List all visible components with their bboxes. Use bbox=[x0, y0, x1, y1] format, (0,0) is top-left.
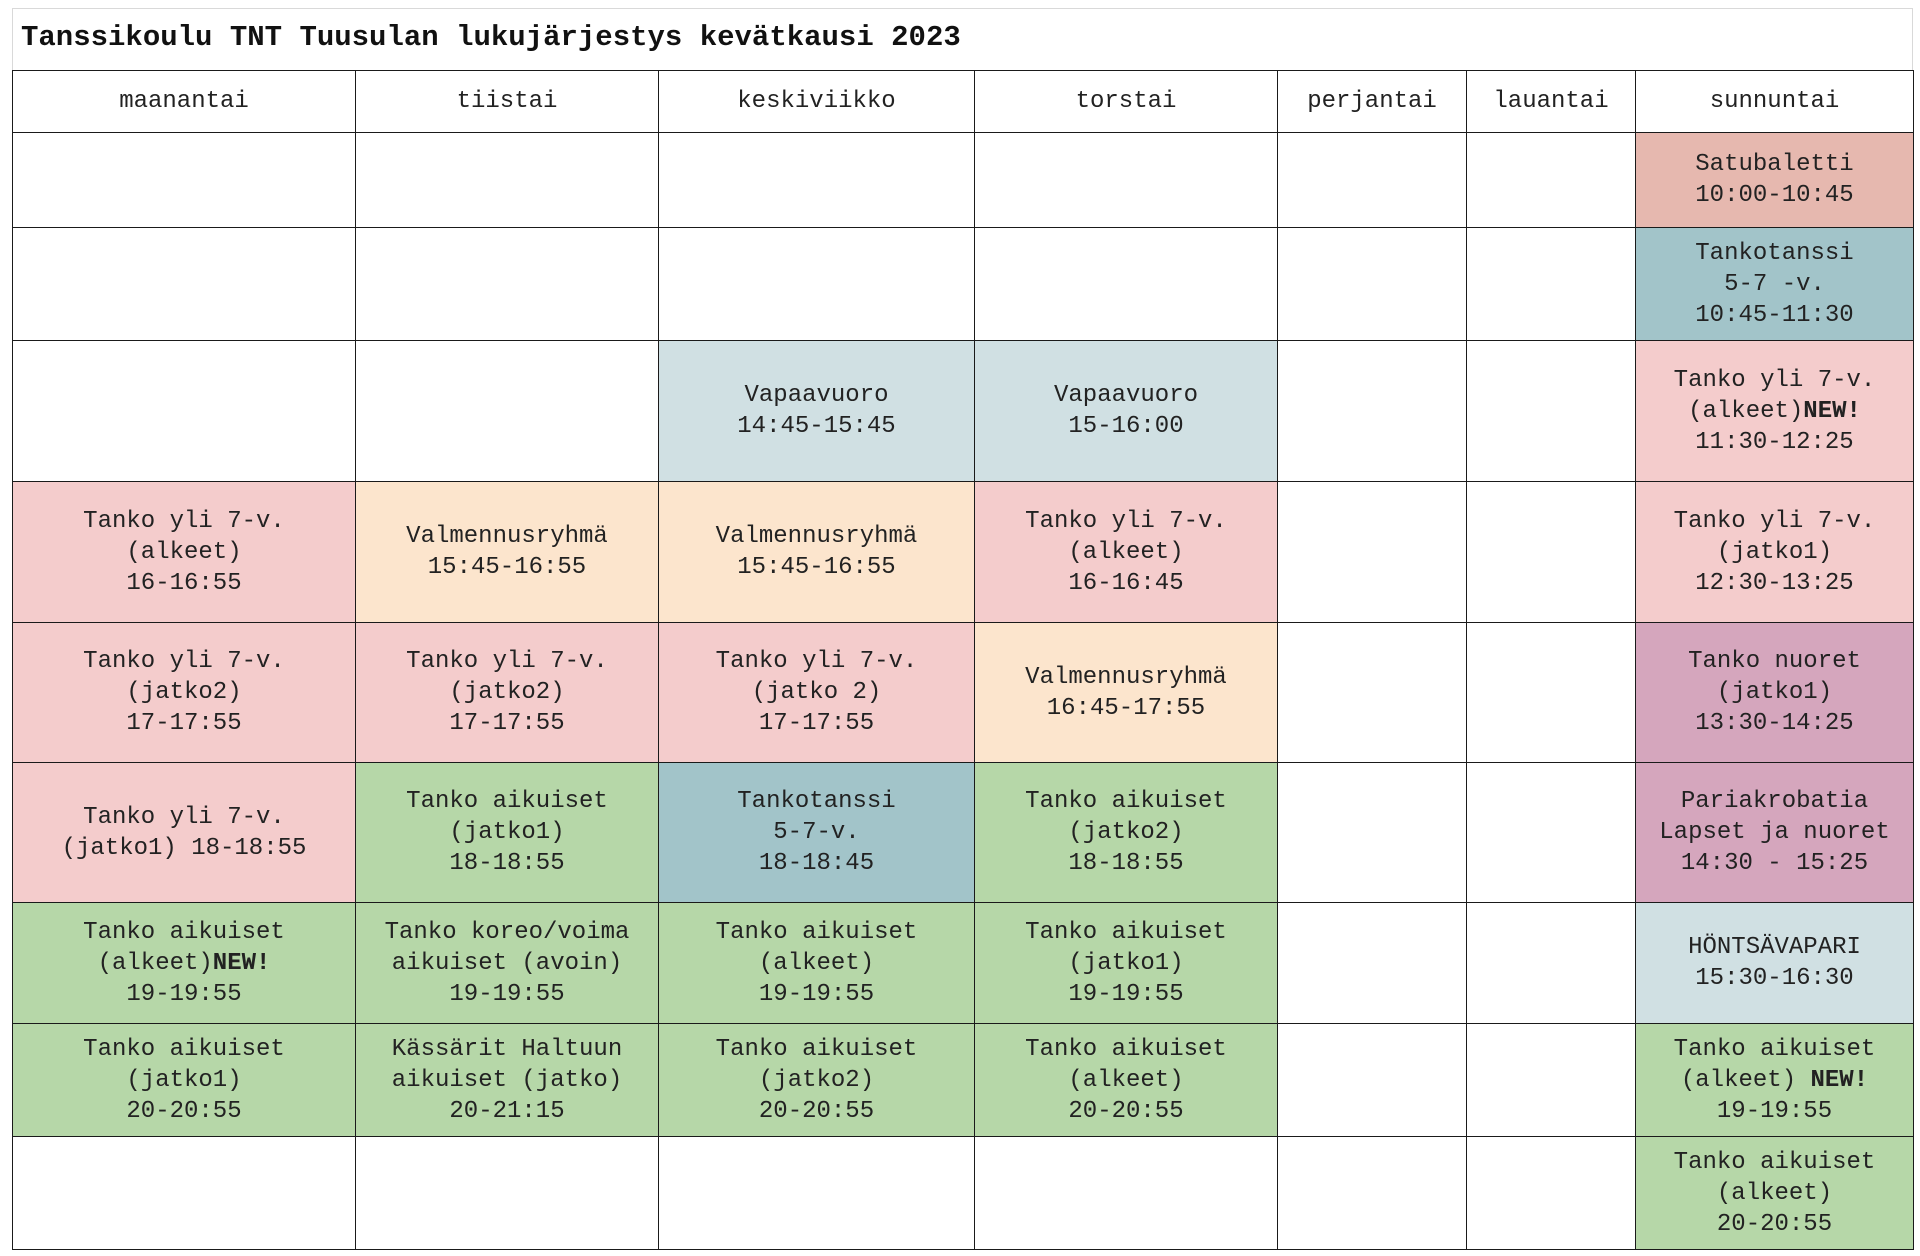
class-text: aikuiset (avoin) bbox=[391, 949, 623, 977]
empty-cell-maanantai bbox=[13, 228, 356, 341]
empty-cell-perjantai bbox=[1278, 228, 1467, 341]
class-text: Tanko aikuiset bbox=[83, 1035, 285, 1063]
class-text: Vapaavuoro bbox=[744, 382, 889, 409]
class-text: 13:30-14:25 bbox=[1695, 710, 1854, 737]
class-cell-torstai bbox=[975, 763, 1278, 903]
class-text: (jatko1) bbox=[126, 1066, 242, 1094]
schedule-row bbox=[13, 341, 1914, 482]
class-cell-tiistai bbox=[356, 903, 659, 1024]
schedule-row bbox=[13, 903, 1914, 1024]
class-text: Tanko aikuiset bbox=[1025, 788, 1227, 815]
class-line bbox=[663, 411, 970, 442]
class-line bbox=[979, 380, 1273, 411]
schedule-table bbox=[12, 70, 1914, 1250]
class-text: Kässärit Haltuun bbox=[391, 1035, 623, 1063]
class-cell-maanantai bbox=[13, 1024, 356, 1137]
class-text: Tankotanssi bbox=[737, 788, 896, 815]
class-text: 19-19:55 bbox=[758, 980, 875, 1008]
class-text: Tanko yli 7-v. bbox=[1673, 366, 1876, 394]
day-header-perjantai: perjantai bbox=[1278, 71, 1467, 133]
class-line bbox=[1640, 646, 1909, 677]
class-text: aikuiset (jatko) bbox=[391, 1066, 623, 1094]
class-line bbox=[663, 677, 970, 708]
class-line bbox=[663, 1096, 970, 1127]
class-line bbox=[663, 979, 970, 1010]
class-text: Tanko aikuiset bbox=[715, 1035, 918, 1063]
class-cell-maanantai bbox=[13, 903, 356, 1024]
class-text: Tanko koreo/voima bbox=[384, 918, 630, 946]
empty-cell-tiistai bbox=[356, 341, 659, 482]
class-line bbox=[1640, 180, 1909, 211]
class-cell-tiistai bbox=[356, 623, 659, 763]
empty-cell-keskiviikko bbox=[659, 133, 975, 228]
class-line bbox=[360, 917, 654, 948]
class-line bbox=[1640, 537, 1909, 568]
empty-cell-torstai bbox=[975, 1137, 1278, 1250]
class-line bbox=[360, 948, 654, 979]
class-line bbox=[360, 521, 654, 552]
class-text: 18-18:55 bbox=[449, 850, 565, 877]
day-header-lauantai: lauantai bbox=[1467, 71, 1636, 133]
empty-cell-perjantai bbox=[1278, 341, 1467, 482]
empty-cell-perjantai bbox=[1278, 1137, 1467, 1250]
empty-cell-perjantai bbox=[1278, 903, 1467, 1024]
schedule-row bbox=[13, 133, 1914, 228]
class-text: (jatko1) bbox=[1068, 949, 1184, 977]
day-header-maanantai: maanantai bbox=[13, 71, 356, 133]
class-line bbox=[1640, 427, 1909, 458]
class-line bbox=[17, 948, 351, 979]
class-text: 18-18:45 bbox=[758, 850, 875, 877]
class-line bbox=[979, 1065, 1273, 1096]
empty-cell-lauantai bbox=[1467, 341, 1636, 482]
class-line bbox=[979, 786, 1273, 817]
empty-cell-tiistai bbox=[356, 1137, 659, 1250]
class-text: 19-19:55 bbox=[1716, 1097, 1833, 1125]
class-text: 17-17:55 bbox=[449, 710, 565, 737]
class-text: (jatko2) bbox=[758, 1066, 875, 1094]
class-line bbox=[663, 917, 970, 948]
class-line bbox=[1640, 817, 1909, 848]
class-text: 16-16:55 bbox=[126, 569, 242, 597]
schedule-row bbox=[13, 763, 1914, 903]
schedule-row bbox=[13, 1137, 1914, 1250]
class-line bbox=[1640, 848, 1909, 879]
class-text: 17-17:55 bbox=[126, 710, 242, 737]
class-text: (jatko1) bbox=[449, 819, 565, 846]
class-line bbox=[1640, 568, 1909, 599]
class-cell-sunnuntai bbox=[1636, 341, 1914, 482]
class-line bbox=[663, 646, 970, 677]
class-line bbox=[1640, 1034, 1909, 1065]
class-line bbox=[1640, 1209, 1909, 1240]
class-cell-sunnuntai bbox=[1636, 1137, 1914, 1250]
class-line bbox=[1640, 1147, 1909, 1178]
class-text: 19-19:55 bbox=[1068, 980, 1184, 1008]
class-line bbox=[360, 646, 654, 677]
class-text: 20-21:15 bbox=[449, 1097, 565, 1125]
class-line bbox=[979, 917, 1273, 948]
empty-cell-maanantai bbox=[13, 1137, 356, 1250]
class-line bbox=[979, 662, 1273, 693]
class-line bbox=[1640, 1096, 1909, 1127]
class-line bbox=[663, 708, 970, 739]
class-text: Tanko aikuiset bbox=[1673, 1035, 1876, 1063]
class-cell-maanantai bbox=[13, 482, 356, 623]
class-text: Tanko yli 7-v. bbox=[83, 507, 285, 535]
class-text: 20-20:55 bbox=[1068, 1097, 1184, 1125]
empty-cell-perjantai bbox=[1278, 623, 1467, 763]
class-line bbox=[360, 817, 654, 848]
class-line bbox=[1640, 396, 1909, 427]
class-line bbox=[1640, 708, 1909, 739]
class-text: 11:30-12:25 bbox=[1695, 428, 1854, 456]
class-cell-tiistai bbox=[356, 1024, 659, 1137]
empty-cell-perjantai bbox=[1278, 482, 1467, 623]
class-text: (alkeet) bbox=[97, 949, 213, 977]
class-line bbox=[1640, 238, 1909, 269]
class-text: Tanko aikuiset bbox=[1025, 918, 1227, 946]
class-cell-keskiviikko bbox=[659, 763, 975, 903]
schedule-sheet bbox=[12, 8, 1913, 1252]
class-text: (jatko2) bbox=[449, 679, 565, 706]
class-text: (alkeet) bbox=[758, 949, 875, 977]
class-line bbox=[979, 568, 1273, 599]
empty-cell-keskiviikko bbox=[659, 1137, 975, 1250]
class-text: Tanko yli 7-v. bbox=[1673, 507, 1876, 535]
class-line bbox=[979, 411, 1273, 442]
class-text: 14:45-15:45 bbox=[737, 413, 896, 440]
class-text: (alkeet) bbox=[1068, 538, 1184, 566]
class-line bbox=[360, 1034, 654, 1065]
class-text: Valmennusryhmä bbox=[715, 523, 918, 550]
class-text: Tanko aikuiset bbox=[1673, 1148, 1876, 1176]
class-line bbox=[17, 537, 351, 568]
class-line bbox=[17, 568, 351, 599]
class-text: Lapset ja nuoret bbox=[1659, 819, 1890, 846]
schedule-row bbox=[13, 482, 1914, 623]
empty-cell-lauantai bbox=[1467, 763, 1636, 903]
class-line bbox=[17, 677, 351, 708]
class-text: 17-17:55 bbox=[758, 710, 875, 737]
class-text: 15:45-16:55 bbox=[737, 554, 896, 581]
class-line bbox=[979, 848, 1273, 879]
class-cell-maanantai bbox=[13, 763, 356, 903]
class-text: Tanko yli 7-v. bbox=[406, 648, 608, 675]
class-text: 10:45-11:30 bbox=[1695, 301, 1854, 329]
empty-cell-tiistai bbox=[356, 133, 659, 228]
class-cell-tiistai bbox=[356, 763, 659, 903]
class-text: Pariakrobatia bbox=[1680, 788, 1869, 815]
class-line bbox=[1640, 677, 1909, 708]
day-header-sunnuntai: sunnuntai bbox=[1636, 71, 1914, 133]
class-line bbox=[360, 979, 654, 1010]
class-text: 20-20:55 bbox=[758, 1097, 875, 1125]
class-line bbox=[979, 506, 1273, 537]
class-cell-sunnuntai bbox=[1636, 482, 1914, 623]
class-cell-keskiviikko bbox=[659, 341, 975, 482]
class-text: 16:45-17:55 bbox=[1046, 694, 1206, 722]
class-text: (alkeet) bbox=[126, 538, 242, 566]
class-text: Valmennusryhmä bbox=[1025, 663, 1227, 691]
class-line bbox=[17, 506, 351, 537]
class-text: (alkeet) bbox=[1068, 1066, 1184, 1094]
title-bar bbox=[12, 8, 1913, 70]
class-cell-tiistai bbox=[356, 482, 659, 623]
class-cell-sunnuntai bbox=[1636, 1024, 1914, 1137]
class-text: 20-20:55 bbox=[126, 1097, 242, 1125]
schedule-row bbox=[13, 1024, 1914, 1137]
empty-cell-torstai bbox=[975, 133, 1278, 228]
new-badge: NEW! bbox=[212, 949, 271, 977]
class-line bbox=[360, 1065, 654, 1096]
class-cell-sunnuntai bbox=[1636, 903, 1914, 1024]
empty-cell-perjantai bbox=[1278, 133, 1467, 228]
class-text: 5-7 -v. bbox=[1724, 270, 1825, 298]
class-text: Tanko yli 7-v. bbox=[715, 648, 918, 675]
class-text: (alkeet) bbox=[1680, 1066, 1811, 1094]
class-text: 14:30 - 15:25 bbox=[1680, 850, 1869, 877]
new-badge: NEW! bbox=[1810, 1066, 1869, 1094]
class-line bbox=[979, 817, 1273, 848]
new-badge: NEW! bbox=[1803, 397, 1861, 425]
class-cell-keskiviikko bbox=[659, 903, 975, 1024]
class-line bbox=[360, 1096, 654, 1127]
class-text: Tankotanssi bbox=[1695, 239, 1854, 267]
class-text: 12:30-13:25 bbox=[1695, 569, 1854, 597]
class-cell-torstai bbox=[975, 623, 1278, 763]
class-text: 19-19:55 bbox=[126, 980, 242, 1008]
class-line bbox=[1640, 300, 1909, 331]
class-line bbox=[663, 848, 970, 879]
class-text: Valmennusryhmä bbox=[406, 523, 608, 550]
schedule-body bbox=[13, 133, 1914, 1250]
class-line bbox=[979, 948, 1273, 979]
class-line bbox=[1640, 932, 1909, 963]
class-cell-keskiviikko bbox=[659, 1024, 975, 1137]
class-line bbox=[1640, 269, 1909, 300]
class-text: 15:45-16:55 bbox=[427, 554, 587, 581]
class-cell-sunnuntai bbox=[1636, 623, 1914, 763]
class-line bbox=[1640, 506, 1909, 537]
class-line bbox=[17, 979, 351, 1010]
class-text: 20-20:55 bbox=[1716, 1210, 1833, 1238]
class-cell-torstai bbox=[975, 903, 1278, 1024]
class-line bbox=[17, 833, 351, 864]
class-line bbox=[17, 708, 351, 739]
class-text: 15-16:00 bbox=[1068, 413, 1184, 440]
class-text: Tanko nuoret bbox=[1688, 648, 1861, 675]
class-text: (jatko2) bbox=[126, 679, 242, 706]
class-text: (jatko1) bbox=[1716, 538, 1833, 566]
class-text: (jatko1) bbox=[1716, 679, 1833, 706]
class-line bbox=[663, 380, 970, 411]
day-header-torstai: torstai bbox=[975, 71, 1278, 133]
class-text: Tanko yli 7-v. bbox=[83, 648, 285, 675]
class-text: (alkeet) bbox=[1716, 1179, 1833, 1207]
empty-cell-torstai bbox=[975, 228, 1278, 341]
class-cell-torstai bbox=[975, 1024, 1278, 1137]
empty-cell-maanantai bbox=[13, 133, 356, 228]
class-cell-keskiviikko bbox=[659, 623, 975, 763]
class-text: Satubaletti bbox=[1695, 151, 1854, 178]
empty-cell-lauantai bbox=[1467, 1024, 1636, 1137]
class-cell-torstai bbox=[975, 482, 1278, 623]
empty-cell-perjantai bbox=[1278, 763, 1467, 903]
class-line bbox=[663, 817, 970, 848]
class-line bbox=[979, 979, 1273, 1010]
class-line bbox=[979, 537, 1273, 568]
class-line bbox=[360, 708, 654, 739]
empty-cell-keskiviikko bbox=[659, 228, 975, 341]
empty-cell-lauantai bbox=[1467, 903, 1636, 1024]
class-line bbox=[360, 677, 654, 708]
class-line bbox=[663, 1065, 970, 1096]
schedule-row bbox=[13, 228, 1914, 341]
class-line bbox=[663, 521, 970, 552]
class-text: Tanko yli 7-v. bbox=[83, 803, 285, 831]
class-text: 18-18:55 bbox=[1068, 850, 1184, 877]
class-line bbox=[17, 802, 351, 833]
empty-cell-lauantai bbox=[1467, 133, 1636, 228]
class-text: Tanko yli 7-v. bbox=[1025, 507, 1227, 535]
day-header-row bbox=[13, 71, 1914, 133]
class-line bbox=[663, 786, 970, 817]
class-cell-sunnuntai bbox=[1636, 228, 1914, 341]
class-line bbox=[663, 1034, 970, 1065]
class-cell-keskiviikko bbox=[659, 482, 975, 623]
empty-cell-lauantai bbox=[1467, 228, 1636, 341]
class-line bbox=[1640, 365, 1909, 396]
class-text: 16-16:45 bbox=[1068, 569, 1184, 597]
day-header-keskiviikko: keskiviikko bbox=[659, 71, 975, 133]
class-cell-sunnuntai bbox=[1636, 133, 1914, 228]
class-text: Tanko aikuiset bbox=[715, 918, 918, 946]
class-text: HÖNTSÄVAPARI bbox=[1688, 934, 1861, 961]
empty-cell-lauantai bbox=[1467, 1137, 1636, 1250]
class-cell-maanantai bbox=[13, 623, 356, 763]
class-text: Vapaavuoro bbox=[1053, 382, 1199, 409]
class-line bbox=[17, 1065, 351, 1096]
class-line bbox=[17, 1096, 351, 1127]
class-text: Tanko aikuiset bbox=[406, 788, 608, 815]
empty-cell-lauantai bbox=[1467, 623, 1636, 763]
schedule-row bbox=[13, 623, 1914, 763]
class-text: 10:00-10:45 bbox=[1695, 182, 1854, 209]
class-line bbox=[17, 917, 351, 948]
class-line bbox=[663, 948, 970, 979]
class-line bbox=[17, 646, 351, 677]
class-line bbox=[1640, 1065, 1909, 1096]
class-line bbox=[1640, 1178, 1909, 1209]
class-line bbox=[360, 552, 654, 583]
class-line bbox=[663, 552, 970, 583]
day-header-tiistai: tiistai bbox=[356, 71, 659, 133]
class-text: (jatko2) bbox=[1068, 819, 1184, 846]
class-line bbox=[979, 1096, 1273, 1127]
class-text: 19-19:55 bbox=[449, 980, 565, 1008]
class-text: (alkeet) bbox=[1688, 397, 1804, 425]
class-line bbox=[1640, 963, 1909, 994]
empty-cell-maanantai bbox=[13, 341, 356, 482]
class-cell-sunnuntai bbox=[1636, 763, 1914, 903]
class-line bbox=[360, 848, 654, 879]
class-line bbox=[360, 786, 654, 817]
class-text: 5-7-v. bbox=[773, 819, 860, 846]
class-line bbox=[1640, 149, 1909, 180]
class-text: Tanko aikuiset bbox=[1025, 1035, 1227, 1063]
empty-cell-lauantai bbox=[1467, 482, 1636, 623]
class-text: Tanko aikuiset bbox=[83, 918, 285, 946]
class-line bbox=[979, 1034, 1273, 1065]
page-title: Tanssikoulu TNT Tuusulan lukujärjestys kevätkausi 2023 bbox=[21, 21, 961, 54]
empty-cell-tiistai bbox=[356, 228, 659, 341]
class-text: 15:30-16:30 bbox=[1695, 965, 1854, 992]
class-text: (jatko1) 18-18:55 bbox=[61, 834, 307, 862]
empty-cell-perjantai bbox=[1278, 1024, 1467, 1137]
class-text: (jatko 2) bbox=[751, 679, 882, 706]
class-line bbox=[979, 693, 1273, 724]
class-line bbox=[17, 1034, 351, 1065]
class-cell-torstai bbox=[975, 341, 1278, 482]
class-line bbox=[1640, 786, 1909, 817]
